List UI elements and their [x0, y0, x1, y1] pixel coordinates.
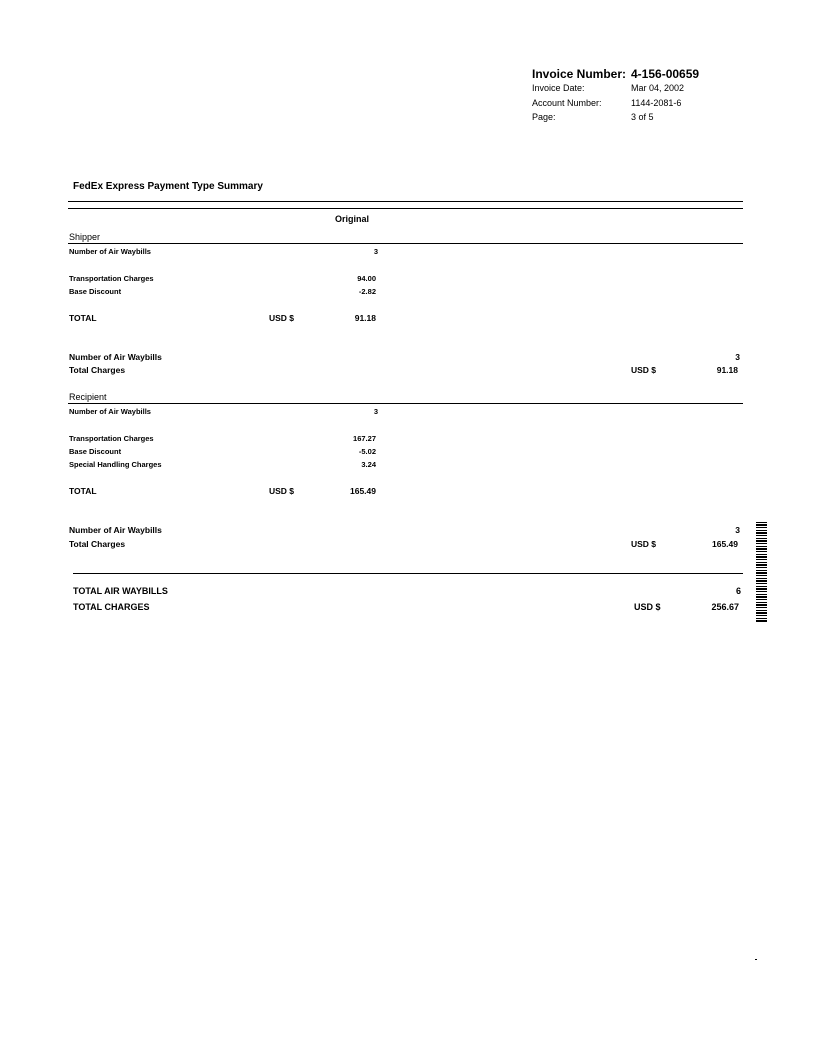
shipper-subtotal-charges-label: Total Charges	[69, 365, 126, 375]
shipper-total-value: 91.18	[354, 313, 376, 323]
invoice-date-label: Invoice Date:	[532, 83, 585, 93]
recipient-subtotal-charges-label: Total Charges	[69, 539, 126, 549]
shipper-subtotal-waybills-label: Number of Air Waybills	[69, 352, 162, 362]
barcode	[756, 522, 767, 622]
recipient-subtotal-waybills-label: Number of Air Waybills	[69, 525, 162, 535]
invoice-date: Mar 04, 2002	[631, 83, 685, 93]
recipient-special-value: 3.24	[361, 460, 376, 469]
recipient-discount-value: -5.02	[358, 447, 376, 456]
recipient-total-label: TOTAL	[69, 486, 97, 496]
column-header-original: Original	[335, 214, 370, 224]
invoice-number-label: Invoice Number:	[532, 67, 627, 81]
shipper-discount-value: -2.82	[358, 287, 376, 296]
account-number-label: Account Number:	[532, 98, 602, 108]
recipient-total-value: 165.49	[350, 486, 376, 496]
shipper-total-currency: USD $	[269, 313, 295, 323]
total-charges-label: TOTAL CHARGES	[73, 602, 150, 612]
title-rule-bottom	[68, 208, 743, 209]
recipient-total-currency: USD $	[269, 486, 295, 496]
total-air-waybills-value: 6	[735, 586, 741, 596]
title-rule-top	[68, 201, 743, 202]
total-charges-value: 256.67	[711, 602, 739, 612]
shipper-transport-label: Transportation Charges	[69, 274, 154, 283]
shipper-waybills-label: Number of Air Waybills	[69, 247, 151, 256]
total-charges-currency: USD $	[634, 602, 661, 612]
recipient-subtotal-waybills-value: 3	[735, 525, 740, 535]
recipient-special-label: Special Handling Charges	[69, 460, 162, 469]
shipper-section-rule	[68, 243, 743, 244]
shipper-waybills-value: 3	[373, 247, 378, 256]
summary-title: FedEx Express Payment Type Summary	[73, 181, 263, 192]
shipper-total-label: TOTAL	[69, 313, 97, 323]
account-number: 1144-2081-6	[631, 98, 682, 108]
shipper-transport-value: 94.00	[357, 274, 376, 283]
recipient-subtotal-charges-value: 165.49	[712, 539, 738, 549]
shipper-discount-label: Base Discount	[69, 287, 122, 296]
recipient-section-label: Recipient	[69, 392, 107, 402]
total-air-waybills-label: TOTAL AIR WAYBILLS	[73, 586, 168, 596]
recipient-discount-label: Base Discount	[69, 447, 122, 456]
recipient-transport-value: 167.27	[353, 434, 376, 443]
grand-total-rule	[73, 573, 743, 574]
page-mark	[755, 959, 757, 960]
invoice-number: 4-156-00659	[631, 67, 700, 81]
page-number: 3 of 5	[631, 112, 654, 122]
page-label: Page:	[532, 112, 556, 122]
recipient-subtotal-currency: USD $	[631, 539, 657, 549]
shipper-subtotal-currency: USD $	[631, 365, 657, 375]
recipient-waybills-value: 3	[373, 407, 378, 416]
recipient-section-rule	[68, 403, 743, 404]
recipient-transport-label: Transportation Charges	[69, 434, 154, 443]
shipper-subtotal-waybills-value: 3	[735, 352, 740, 362]
shipper-subtotal-charges-value: 91.18	[716, 365, 738, 375]
shipper-section-label: Shipper	[69, 232, 101, 242]
recipient-waybills-label: Number of Air Waybills	[69, 407, 151, 416]
